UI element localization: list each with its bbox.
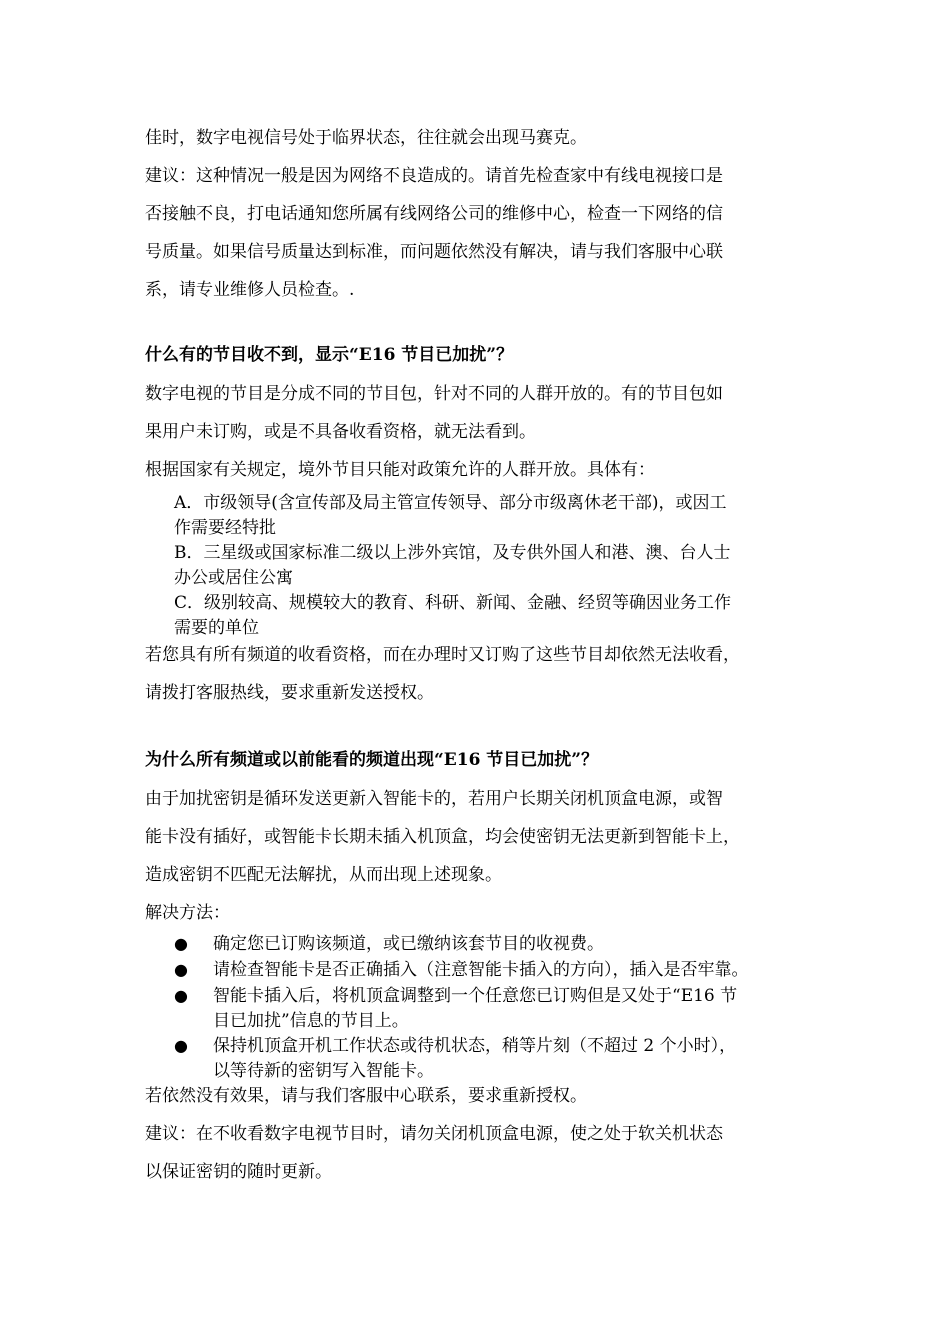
- section1-paragraph-line: 数字电视的节目是分成不同的节目包，针对不同的人群开放的。有的节目包如: [145, 384, 723, 404]
- section2-heading: 为什么所有频道或以前能看的频道出现“E16 节目已加扰”？: [145, 750, 599, 770]
- bullet-item-line: 目已加扰”信息的节目上。: [213, 1011, 409, 1031]
- advice-paragraph-line: 否接触不良，打电话通知您所属有线网络公司的维修中心，检查一下网络的信: [145, 204, 723, 224]
- section1-closing-line: 若您具有所有频道的收看资格，而在办理时又订购了这些节目却依然无法收看，: [145, 645, 740, 665]
- list-item-b-line2: 办公或居住公寓: [174, 568, 293, 588]
- section2-advice-line: 建议：在不收看数字电视节目时，请勿关闭机顶盒电源，使之处于软关机状态: [145, 1124, 723, 1144]
- intro-paragraph: 佳时，数字电视信号处于临界状态，往往就会出现马赛克。: [145, 128, 587, 148]
- section2-paragraph-line: 造成密钥不匹配无法解扰，从而出现上述现象。: [145, 865, 502, 885]
- advice-paragraph-line: 建议：这种情况一般是因为网络不良造成的。请首先检查家中有线电视接口是: [145, 166, 723, 186]
- list-item-c-line2: 需要的单位: [174, 618, 259, 638]
- solution-label: 解决方法：: [145, 903, 230, 923]
- section1-closing-line: 请拨打客服热线，要求重新发送授权。: [145, 683, 434, 703]
- section1-heading: 什么有的节目收不到，显示“E16 节目已加扰”？: [145, 345, 514, 365]
- section1-paragraph: 根据国家有关规定，境外节目只能对政策允许的人群开放。具体有：: [145, 460, 655, 480]
- section2-paragraph-line: 由于加扰密钥是循环发送更新入智能卡的，若用户长期关闭机顶盒电源，或智: [145, 789, 723, 809]
- section2-paragraph: 若依然没有效果，请与我们客服中心联系，要求重新授权。: [145, 1086, 587, 1106]
- bullet-icon: ●: [174, 986, 188, 1005]
- bullet-item-line: 保持机顶盒开机工作状态或待机状态，稍等片刻（不超过 2 个小时），: [213, 1036, 737, 1056]
- advice-paragraph-line: 号质量。如果信号质量达到标准，而问题依然没有解决，请与我们客服中心联: [145, 242, 723, 262]
- list-item-a-line2: 作需要经特批: [174, 518, 276, 538]
- bullet-item-line: 请检查智能卡是否正确插入（注意智能卡插入的方向），插入是否牢靠。: [213, 960, 749, 980]
- advice-paragraph-line: 系，请专业维修人员检查。.: [145, 280, 355, 300]
- bullet-icon: ●: [174, 960, 188, 979]
- list-item-c-line1: C．级别较高、规模较大的教育、科研、新闻、金融、经贸等确因业务工作: [174, 593, 732, 613]
- bullet-item-line: 智能卡插入后，将机顶盒调整到一个任意您已订购但是又处于“E16 节: [213, 986, 738, 1006]
- section1-paragraph-line: 果用户未订购，或是不具备收看资格，就无法看到。: [145, 422, 536, 442]
- bullet-icon: ●: [174, 1036, 188, 1055]
- section2-paragraph-line: 能卡没有插好，或智能卡长期未插入机顶盒，均会使密钥无法更新到智能卡上，: [145, 827, 740, 847]
- bullet-item-line: 以等待新的密钥写入智能卡。: [213, 1061, 434, 1081]
- bullet-icon: ●: [174, 934, 188, 953]
- list-item-a-line1: A．市级领导(含宣传部及局主管宣传领导、部分市级离休老干部)，或因工: [174, 493, 727, 513]
- bullet-item-line: 确定您已订购该频道，或已缴纳该套节目的收视费。: [213, 934, 604, 954]
- list-item-b-line1: B．三星级或国家标准二级以上涉外宾馆，及专供外国人和港、澳、台人士: [174, 543, 731, 563]
- section2-advice-line: 以保证密钥的随时更新。: [145, 1162, 332, 1182]
